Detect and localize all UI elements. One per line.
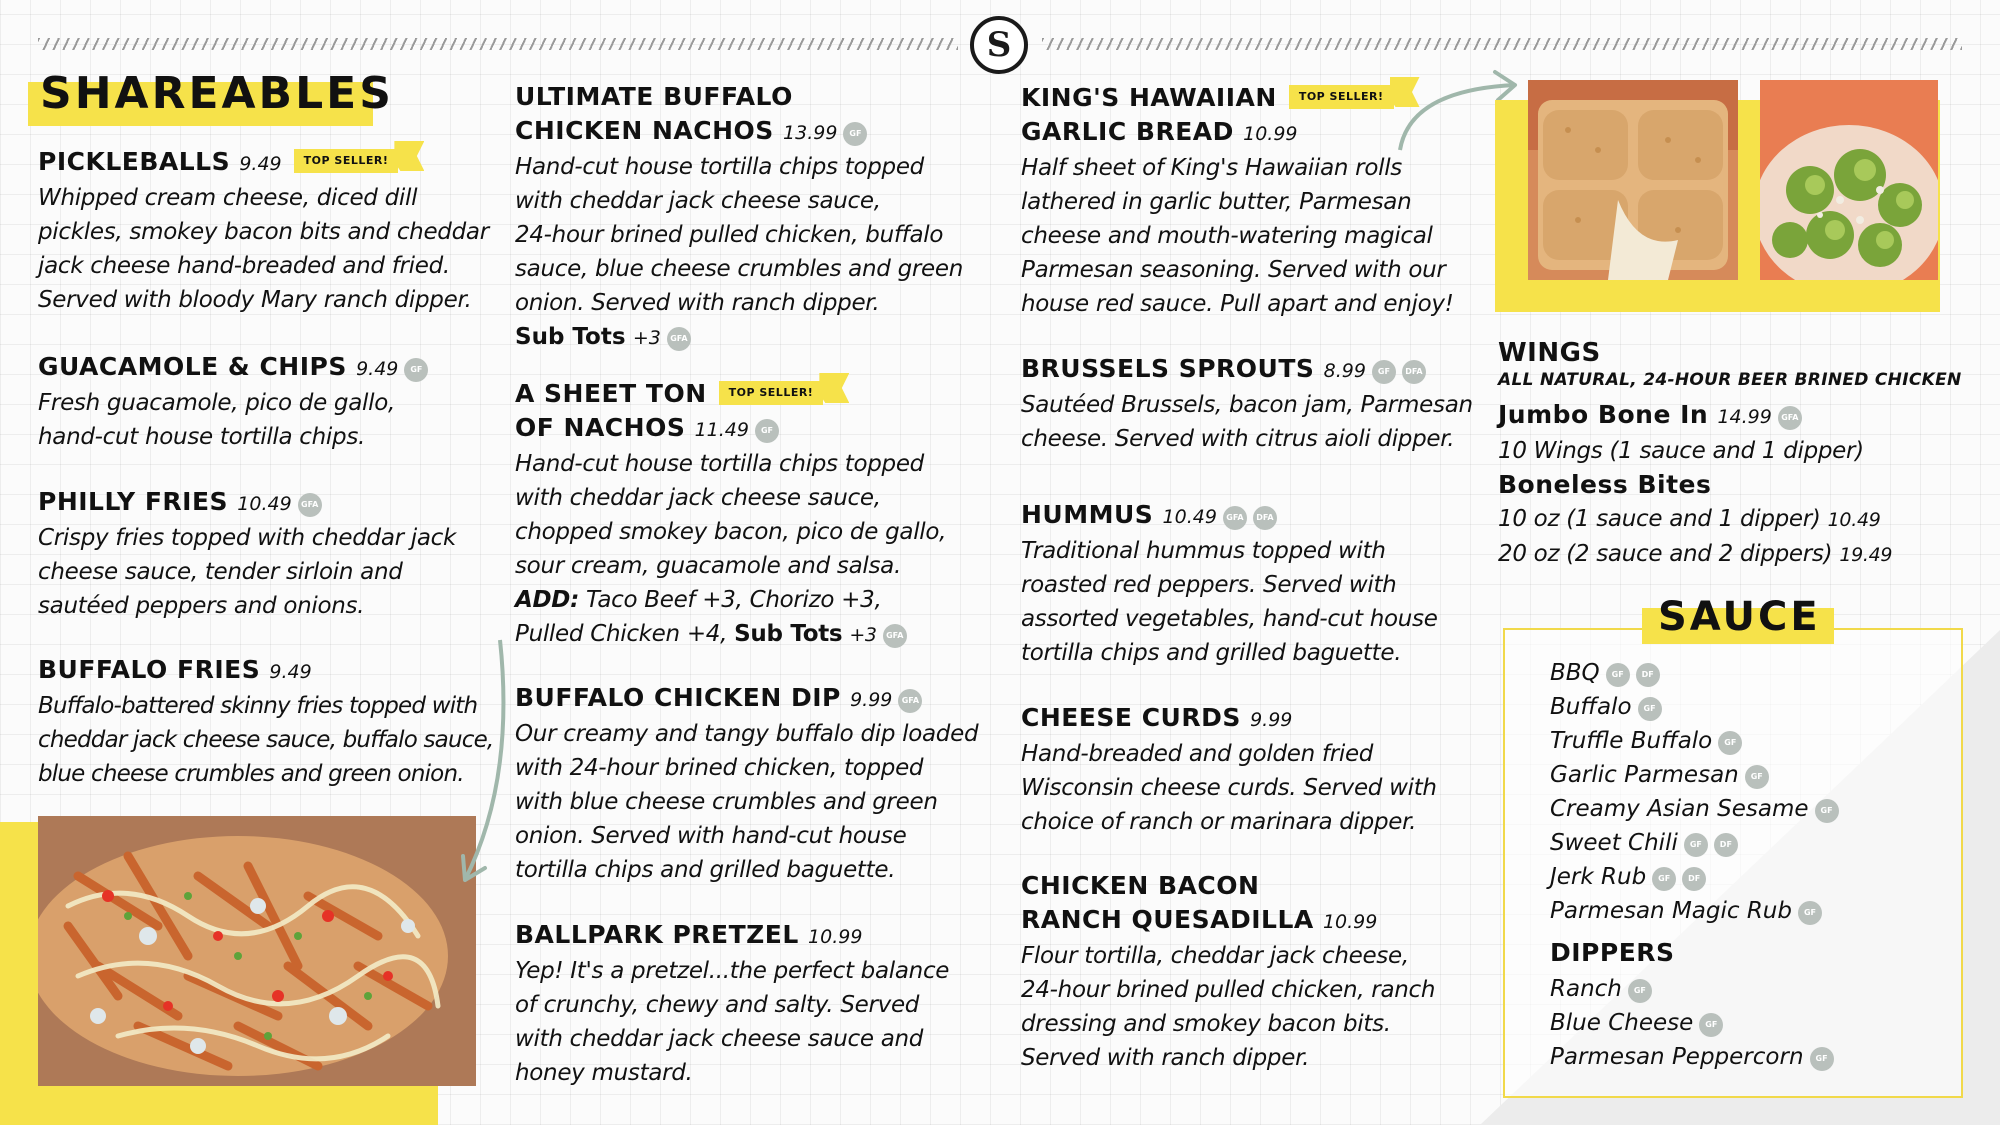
item-name: PHILLY FRIES [38, 487, 229, 516]
item-desc-line: Served with ranch dipper. [1021, 1045, 1310, 1071]
menu-item-hummus [1021, 498, 1501, 670]
item-name: OF NACHOS [515, 413, 686, 442]
item-name: CHEESE CURDS [1021, 703, 1241, 732]
dietary-badge: GF [755, 419, 779, 443]
menu-item-quesadilla [1021, 869, 1501, 1075]
menu-item-ultimate-nachos [515, 80, 995, 355]
item-name: BRUSSELS SPROUTS [1021, 354, 1315, 383]
dietary-badge: DFA [1253, 506, 1277, 530]
sub-option-price: +3 [632, 327, 661, 349]
item-desc-line: chopped smokey bacon, pico de gallo, [515, 519, 947, 545]
item-desc-line: blue cheese crumbles and green onion. [38, 761, 464, 787]
item-price: 9.99 [1250, 709, 1293, 731]
item-desc-line: with cheddar jack cheese sauce and [515, 1026, 924, 1052]
item-desc-line: honey mustard. [515, 1060, 693, 1086]
menu-item-philly-fries [38, 485, 498, 623]
item-desc-line: cheese. Served with citrus aioli dipper. [1021, 426, 1455, 452]
top-seller-badge: TOP SELLER! [294, 149, 399, 173]
item-desc-line: Crispy fries topped with cheddar jack [38, 525, 457, 551]
sub-option-label: Sub Tots [515, 324, 626, 350]
item-desc-line: with blue cheese crumbles and green [515, 789, 938, 815]
buffalo-fries-photo [38, 816, 476, 1086]
item-desc-line: onion. Served with ranch dipper. [515, 290, 880, 316]
item-name: HUMMUS [1021, 500, 1154, 529]
item-desc-line: tortilla chips and grilled baguette. [515, 857, 896, 883]
sauce-item: Jerk Rub GF DF [1550, 860, 1706, 894]
item-desc-line: 20 oz (2 sauce and 2 dippers) [1498, 541, 1833, 567]
sub-option-price: +3 [849, 624, 877, 646]
dietary-badge: GFA [898, 689, 922, 713]
menu-item-brussels-sprouts [1021, 352, 1501, 456]
item-desc-line: Fresh guacamole, pico de gallo, [38, 390, 395, 416]
item-desc-line: Yep! It's a pretzel...the perfect balance [515, 958, 950, 984]
item-desc-line: Our creamy and tangy buffalo dip loaded [515, 721, 979, 747]
dietary-badge: GF [1745, 765, 1769, 789]
item-name: GUACAMOLE & CHIPS [38, 352, 347, 381]
item-desc-line: with 24-hour brined chicken, topped [515, 755, 924, 781]
dietary-badge: GFA [883, 624, 907, 648]
dietary-badge: GF [1652, 867, 1676, 891]
item-desc-line: 10 Wings (1 sauce and 1 dipper) [1498, 438, 1864, 464]
item-price: 10.99 [1322, 911, 1378, 933]
item-desc-line: of crunchy, chewy and salty. Served [515, 992, 920, 1018]
item-name: ULTIMATE BUFFALO [515, 82, 793, 111]
item-name: BALLPARK PRETZEL [515, 920, 799, 949]
header-hatch-right [1042, 38, 1962, 50]
item-desc-line: pickles, smokey bacon bits and cheddar [38, 219, 489, 245]
sauce-title: SAUCE [1658, 594, 1821, 640]
sauce-item: Parmesan Magic Rub GF [1550, 894, 1822, 928]
item-desc-line: Half sheet of King's Hawaiian rolls [1021, 155, 1402, 181]
item-desc-line: Wisconsin cheese curds. Served with [1021, 775, 1437, 801]
item-desc-line: Hand-breaded and golden fried [1021, 741, 1374, 767]
sauce-item: Buffalo GF [1550, 690, 1662, 724]
dietary-badge: GF [1810, 1047, 1834, 1071]
item-price: 9.49 [269, 661, 312, 683]
dipper-item: Ranch GF [1550, 972, 1652, 1006]
wings-title: WINGS [1498, 338, 1601, 368]
sub-option-label: Sub Tots [734, 621, 843, 647]
item-price: 13.99 [783, 122, 838, 144]
dietary-badge: GFA [667, 327, 691, 351]
wings-subtitle: ALL NATURAL, 24-HOUR BEER BRINED CHICKEN [1498, 370, 1962, 390]
item-desc-line: onion. Served with hand-cut house [515, 823, 907, 849]
dietary-badge: GF [1638, 697, 1662, 721]
item-price: 9.49 [356, 358, 399, 380]
item-desc-line: Sautéed Brussels, bacon jam, Parmesan [1021, 392, 1473, 418]
item-price: 10.49 [1162, 506, 1217, 528]
dietary-badge: DF [1636, 663, 1660, 687]
item-desc-line: assorted vegetables, hand-cut house [1021, 606, 1438, 632]
menu-item-buffalo-chicken-dip [515, 681, 995, 887]
item-desc-line: jack cheese hand-breaded and fried. [38, 253, 450, 279]
top-seller-badge: TOP SELLER! [1289, 85, 1394, 109]
item-desc-line: 24-hour brined pulled chicken, buffalo [515, 222, 944, 248]
item-name: KING'S HAWAIIAN [1021, 83, 1277, 112]
item-desc-line: cheddar jack cheese sauce, buffalo sauce, [38, 727, 494, 753]
dietary-badge: GF [1798, 901, 1822, 925]
menu-item-ballpark-pretzel [515, 918, 995, 1090]
item-desc-line: cheese sauce, tender sirloin and [38, 559, 403, 585]
item-desc-line: Parmesan seasoning. Served with our [1021, 257, 1446, 283]
dietary-badge: GF [1815, 799, 1839, 823]
item-price: 14.99 [1717, 406, 1772, 428]
item-desc-line: Served with bloody Mary ranch dipper. [38, 287, 472, 313]
brussels-sprouts-photo [1760, 80, 1938, 280]
item-desc-line: hand-cut house tortilla chips. [38, 424, 366, 450]
item-desc-line: Hand-cut house tortilla chips topped [515, 451, 924, 477]
item-name: BUFFALO FRIES [38, 655, 261, 684]
item-name: RANCH QUESADILLA [1021, 905, 1314, 934]
add-options: Taco Beef +3, Chorizo +3, [586, 587, 882, 613]
item-name: A SHEET TON [515, 379, 707, 408]
dietary-badge: DF [1682, 867, 1706, 891]
dietary-badge: GF [404, 358, 428, 382]
dietary-badge: GFA [1223, 506, 1247, 530]
item-desc-line: sautéed peppers and onions. [38, 593, 365, 619]
dietary-badge: GF [1628, 979, 1652, 1003]
item-desc-line: house red sauce. Pull apart and enjoy! [1021, 291, 1454, 317]
shareables-title: SHAREABLES [40, 68, 394, 119]
dietary-badge: GF [1718, 731, 1742, 755]
dietary-badge: GF [1606, 663, 1630, 687]
item-price: 9.99 [850, 689, 893, 711]
item-desc-line: Buffalo-battered skinny fries topped with [38, 693, 478, 719]
dietary-badge: GFA [1778, 406, 1802, 430]
dietary-badge: GF [1699, 1013, 1723, 1037]
item-desc-line: Flour tortilla, cheddar jack cheese, [1021, 943, 1409, 969]
item-price: 10.99 [808, 926, 863, 948]
dietary-badge: DF [1714, 833, 1738, 857]
item-name: CHICKEN BACON [1021, 871, 1260, 900]
sauce-item: Creamy Asian Sesame GF [1550, 792, 1839, 826]
item-desc-line: Hand-cut house tortilla chips topped [515, 154, 924, 180]
item-price: 9.49 [239, 153, 282, 175]
item-desc-line: choice of ranch or marinara dipper. [1021, 809, 1417, 835]
menu-item-sheet-nachos [515, 377, 995, 652]
dietary-badge: DFA [1402, 360, 1426, 384]
item-name: CHICKEN NACHOS [515, 116, 774, 145]
item-desc-line: with cheddar jack cheese sauce, [515, 188, 881, 214]
sauce-item: Truffle Buffalo GF [1550, 724, 1742, 758]
item-desc-line: dressing and smokey bacon bits. [1021, 1011, 1391, 1037]
item-desc-line: roasted red peppers. Served with [1021, 572, 1397, 598]
item-name: Jumbo Bone In [1498, 400, 1709, 429]
item-desc-line: 24-hour brined pulled chicken, ranch [1021, 977, 1436, 1003]
item-desc-line: sauce, blue cheese crumbles and green [515, 256, 964, 282]
dipper-item: Parmesan Peppercorn GF [1550, 1040, 1834, 1074]
dietary-badge: GF [1684, 833, 1708, 857]
item-name: Boneless Bites [1498, 470, 1712, 499]
dipper-item: Blue Cheese GF [1550, 1006, 1723, 1040]
item-price: 8.99 [1323, 360, 1366, 382]
sauce-item: Garlic Parmesan GF [1550, 758, 1769, 792]
menu-item-pickleballs [38, 145, 498, 317]
header-hatch-left [38, 38, 958, 50]
add-options: Pulled Chicken +4, [515, 621, 728, 647]
item-desc-line: with cheddar jack cheese sauce, [515, 485, 881, 511]
garlic-bread-photo [1528, 80, 1738, 280]
item-desc-line: Traditional hummus topped with [1021, 538, 1386, 564]
item-desc-line: Whipped cream cheese, diced dill [38, 185, 418, 211]
item-price: 11.49 [694, 419, 749, 441]
item-desc-line: cheese and mouth-watering magical [1021, 223, 1433, 249]
top-seller-badge: TOP SELLER! [719, 381, 824, 405]
item-name: PICKLEBALLS [38, 147, 231, 176]
wings-section [1498, 336, 1978, 572]
item-price: 19.49 [1839, 544, 1893, 566]
item-name: GARLIC BREAD [1021, 117, 1234, 146]
item-desc-line: lathered in garlic butter, Parmesan [1021, 189, 1412, 215]
dietary-badge: GF [1372, 360, 1396, 384]
menu-item-buffalo-fries [38, 653, 508, 791]
item-price: 10.49 [1827, 509, 1881, 531]
item-price: 10.49 [237, 493, 292, 515]
item-desc-line: sour cream, guacamole and salsa. [515, 553, 901, 579]
dietary-badge: GF [843, 122, 867, 146]
curved-arrow [455, 630, 515, 890]
menu-item-cheese-curds [1021, 701, 1501, 839]
add-label: ADD: [515, 587, 579, 613]
item-price: 10.99 [1243, 123, 1298, 145]
item-desc-line: tortilla chips and grilled baguette. [1021, 640, 1402, 666]
dippers-title: DIPPERS [1550, 938, 1675, 967]
item-name: BUFFALO CHICKEN DIP [515, 683, 841, 712]
menu-item-guacamole [38, 350, 498, 454]
dietary-badge: GFA [298, 493, 322, 517]
sauce-item: BBQ GF DF [1550, 656, 1660, 690]
brand-logo: S [970, 16, 1028, 74]
item-desc-line: 10 oz (1 sauce and 1 dipper) [1498, 506, 1821, 532]
sauce-item: Sweet Chili GF DF [1550, 826, 1738, 860]
